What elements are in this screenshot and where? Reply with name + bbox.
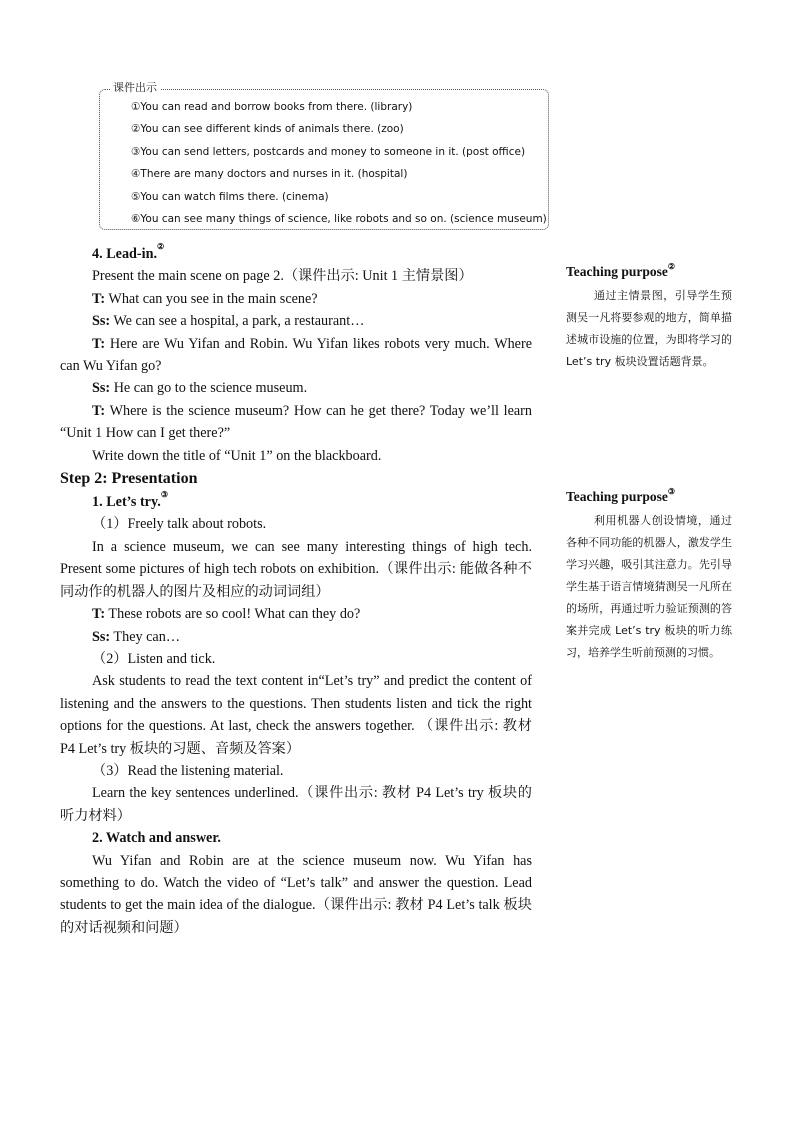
- dialogue-line: [60, 288, 532, 310]
- courseware-item: ①You can read and borrow books from there. (library): [131, 101, 413, 113]
- courseware-item: ④There are many doctors and nurses in it. (hospital): [131, 168, 408, 181]
- dialogue-text: He can go to the science museum.: [110, 380, 308, 397]
- leadin-heading: [60, 243, 532, 265]
- leadin-write: Write down the title of “Unit 1” on the blackboard.: [92, 447, 382, 464]
- courseware-item: ⑥You can see many things of science, like robots and so on. (science museum): [131, 212, 547, 225]
- dialogue-text: Here are Wu Yifan and Robin. Wu Yifan likes robots very much. Where can Wu Yifan go?: [60, 335, 532, 375]
- courseware-item: ③You can send letters, postcards and money to someone in it. (post office): [131, 145, 526, 158]
- dialogue-line: [60, 400, 532, 445]
- dialogue-text: Where is the science museum? How can he get there? Today we’ll learn “Unit 1 How can I get there?”: [60, 402, 532, 442]
- teaching-purpose-text: 通过主情景图，引导学生预测吴一凡将要参观的地方，简单描述城市设施的位置，为即将学习的 Let’s try 板块设置话题背景。: [566, 289, 732, 368]
- teaching-purpose-note: [566, 263, 732, 373]
- dialogue-line: [60, 333, 532, 378]
- lets-try-heading-text: 1. Let’s try.: [92, 494, 161, 511]
- lets-try-sub2: （2）Listen and tick.: [92, 650, 216, 667]
- lets-try-sub1: （1）Freely talk about robots.: [92, 516, 267, 533]
- teaching-purpose-title: [566, 488, 732, 506]
- note-title-text: Teaching purpose: [566, 489, 668, 504]
- speaker: Ss:: [92, 380, 111, 397]
- lets-try-sub3: （3）Read the listening material.: [92, 762, 284, 779]
- speaker: T:: [92, 402, 106, 419]
- dialogue-line: [60, 310, 532, 332]
- teaching-purpose-title: [566, 263, 732, 281]
- speaker: T:: [92, 290, 106, 307]
- note-title-text: Teaching purpose: [566, 264, 668, 279]
- speaker: Ss:: [92, 313, 111, 330]
- speaker: T:: [92, 335, 106, 352]
- dialogue-text: They can…: [110, 628, 181, 645]
- step2-heading: Step 2: Presentation: [60, 470, 198, 488]
- teaching-purpose-text: 利用机器人创设情境，通过各种不同功能的机器人，激发学生学习兴趣，吸引其注意力。先引导学生基于语言情境猜测吴一凡所在的场所，再通过听力验证预测的答案并完成 Let’s try 板块的听力练习，培养学生听前预测的习惯。: [566, 514, 732, 659]
- dialogue-line: [60, 603, 532, 625]
- lets-try-para2: Ask students to read the text content in“Let’s try” and predict the content of listening and the answers to the questions. Then students listen and tick the right options for the questions. At last, check the answers together. （课件出示: 教材 P4 Let’s try 板块的习题、音频及答案）: [60, 673, 532, 757]
- footnote-marker: ③: [667, 487, 676, 496]
- main-column: [60, 243, 532, 939]
- courseware-list: [131, 99, 547, 233]
- lets-try-para1: In a science museum, we can see many interesting things of high tech. Present some pictures of high tech robots on exhibition.（课件出示: 能做各种不同动作的机器人的图片及相应的动词词组）: [60, 538, 532, 600]
- dialogue-line: [60, 626, 532, 648]
- courseware-item: ②You can see different kinds of animals there. (zoo): [131, 123, 404, 136]
- footnote-marker: ③: [160, 490, 168, 500]
- dialogue-line: [60, 377, 532, 399]
- leadin-heading-text: 4. Lead-in.: [92, 246, 158, 262]
- lets-try-para3: Learn the key sentences underlined.（课件出示: 教材 P4 Let’s try 板块的听力材料）: [60, 785, 532, 824]
- leadin-present: Present the main scene on page 2.（课件出示: Unit 1 主情景图）: [92, 268, 473, 285]
- dialogue-text: What can you see in the main scene?: [105, 290, 318, 307]
- watch-heading: 2. Watch and answer.: [92, 830, 221, 847]
- lets-try-heading: [60, 491, 532, 513]
- speaker: Ss:: [92, 628, 111, 645]
- speaker: T:: [92, 606, 106, 623]
- dialogue-text: We can see a hospital, a park, a restaurant…: [110, 313, 365, 330]
- courseware-item: ⑤You can watch films there. (cinema): [131, 190, 329, 203]
- footnote-marker: ②: [667, 262, 676, 271]
- footnote-marker: ②: [157, 242, 165, 251]
- dialogue-text: These robots are so cool! What can they do?: [105, 606, 361, 623]
- watch-para: Wu Yifan and Robin are at the science museum now. Wu Yifan has something to do. Watch the video of “Let’s talk” and answer the question. Lead students to get the main idea of the dialogue.（课件出示: 教材 P4 Let’s talk 板块的对话视频和问题）: [60, 852, 532, 936]
- teaching-purpose-note: [566, 488, 732, 664]
- courseware-box-label: 课件出示: [110, 80, 160, 96]
